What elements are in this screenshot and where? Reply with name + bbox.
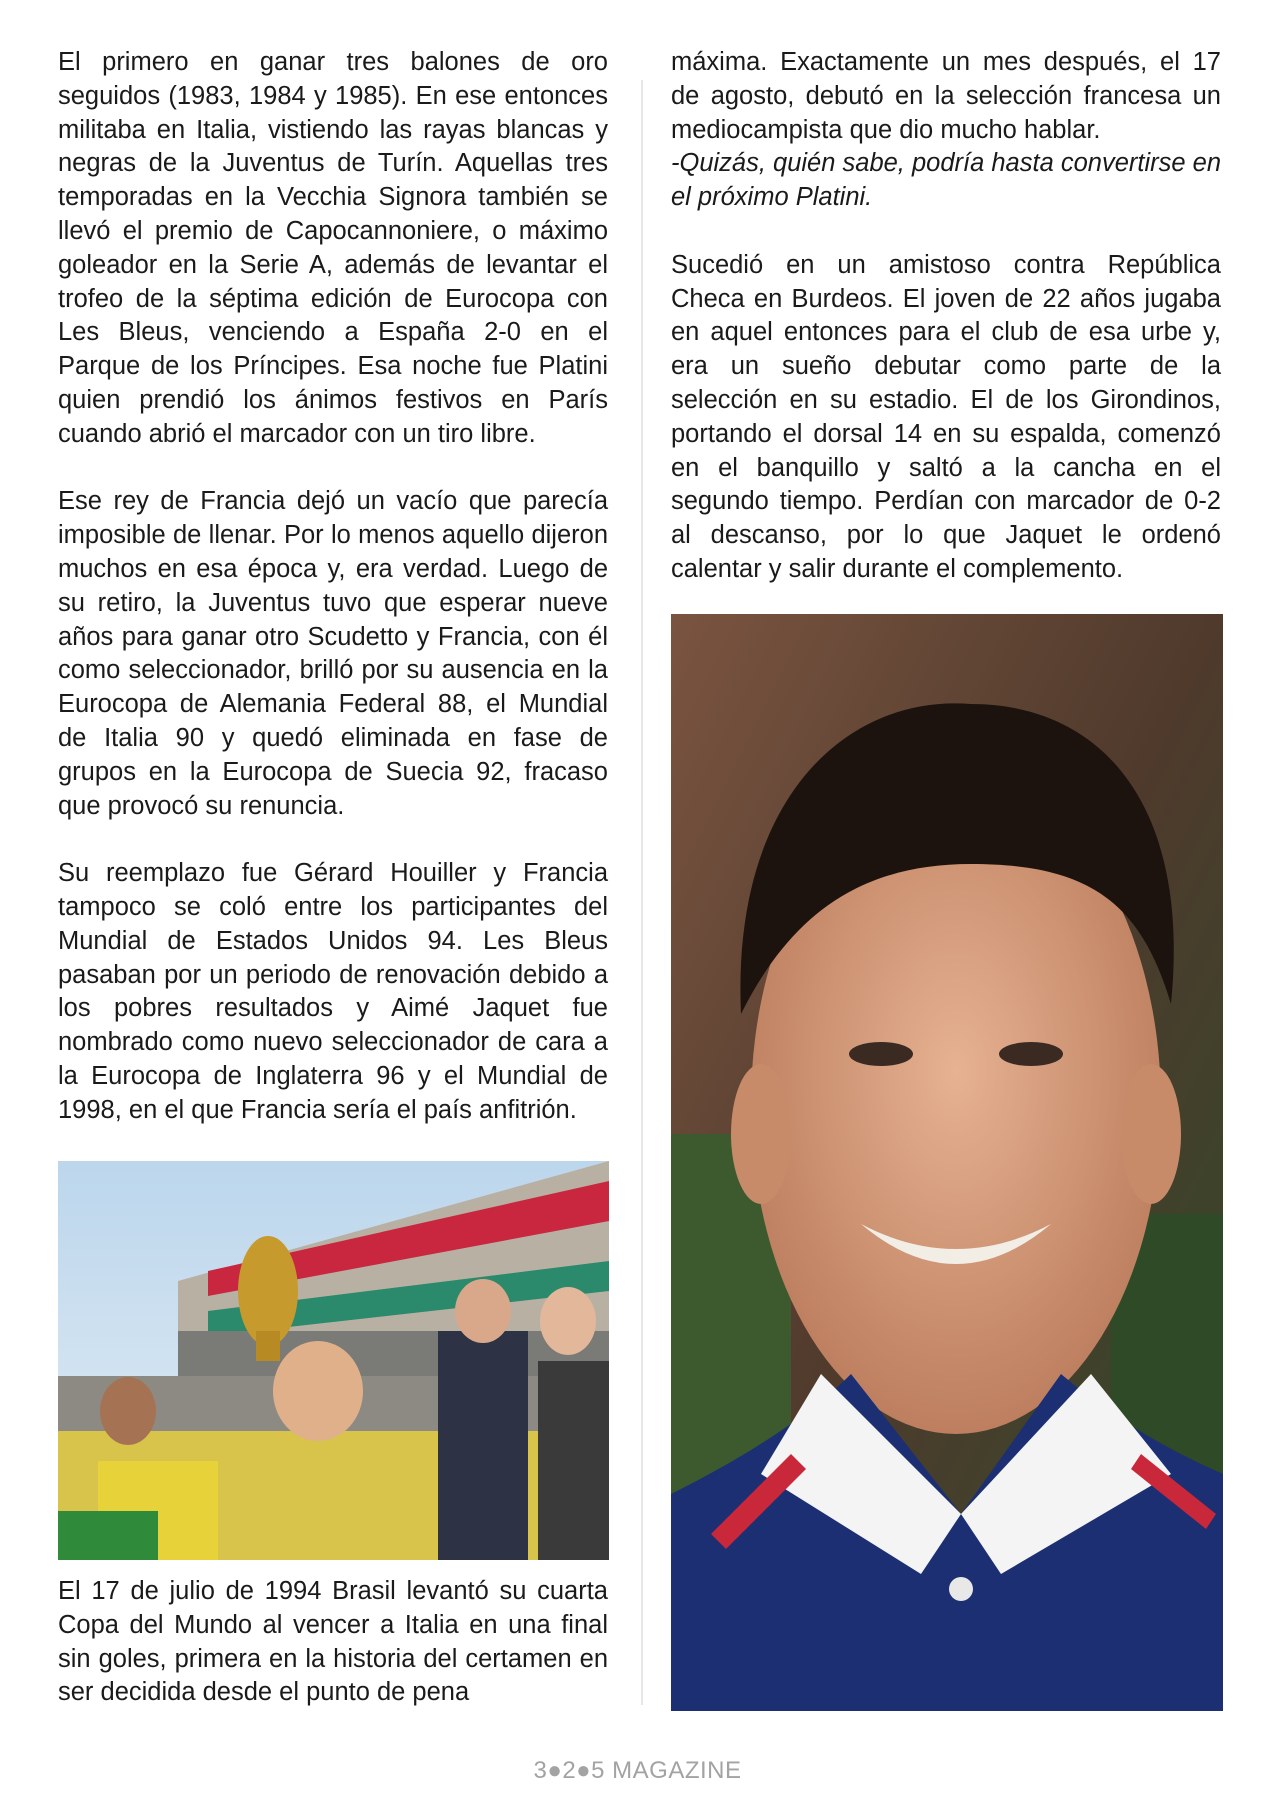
caption-text: El 17 de julio de 1994 Brasil levantó su cuarta Copa del Mundo al vencer a Italia en una final sin goles, primera en la historia del certamen en ser decidida desde el punto de pena [58,1577,608,1707]
paragraph-vacio: Ese rey de Francia dejó un vacío que parecía imposible de llenar. Por lo menos aquello dijeron muchos en esa época y, era verdad. Luego de su retiro, la Juventus tuvo que esperar nueve años para ganar otro Scudetto y Francia, con él como seleccionador, brilló por su ausencia en la Eurocopa de Alemania Federal 88, el Mundial de Italia 90 y quedó eliminada en fase de grupos en la Eurocopa de Suecia 92, fracaso que provocó su renuncia. [58,487,608,820]
right-column [671,46,1221,621]
paragraph-reemplazo: Su reemplazo fue Gérard Houiller y Francia tampoco se coló entre los participantes del Mundial de Estados Unidos 94. Les Bleus pasaban por un periodo de renovación debido a los pobres resultados y Aimé Jaquet fue nombrado como nuevo seleccionador de cara a la Eurocopa de Inglaterra 96 y el Mundial de 1998, en el que Francia sería el país anfitrión. [58,859,608,1124]
magazine-footer: 3●2●5 MAGAZINE [533,1757,742,1784]
paragraph-burdeos: Sucedió en un amistoso contra República Checa en Burdeos. El joven de 22 años jugaba en aquel entonces para el club de esa urbe y, era un sueño debutar como parte de la selección en su estadio. El de los Girondinos, portando el dorsal 14 en su espalda, comenzó en el banquillo y saltó a la cancha en el segundo tiempo. Perdían con marcador de 0-2 al descanso, por lo que Jaquet le ordenó calentar y salir durante el complemento. [671,250,1221,583]
world-cup-trophy-photo [58,1161,609,1560]
paragraph-debut: máxima. Exactamente un mes después, el 17 de agosto, debutó en la selección francesa un mediocampista que dio mucho hablar. [671,48,1221,144]
quote-next-platini: -Quizás, quién sabe, podría hasta convertirse en el próximo Platini. [671,149,1221,212]
photo-caption [58,1575,608,1710]
column-divider [641,80,643,1705]
paragraph-platini: El primero en ganar tres balones de oro seguidos (1983, 1984 y 1985). En ese entonces militaba en Italia, vistiendo las rayas blancas y negras de la Juventus de Turín. Aquellas tres temporadas en la Vecchia Signora también se llevó el premio de Capocannoniere, o máximo goleador en la Serie A, además de levantar el trofeo de la séptima edición de Eurocopa con Les Bleus, venciendo a España 2-0 en el Parque de los Príncipes. Esa noche fue Platini quien prendió los ánimos festivos en París cuando abrió el marcador con un tiro libre. [58,48,608,448]
zidane-portrait-photo [671,614,1223,1711]
left-column [58,46,608,1161]
